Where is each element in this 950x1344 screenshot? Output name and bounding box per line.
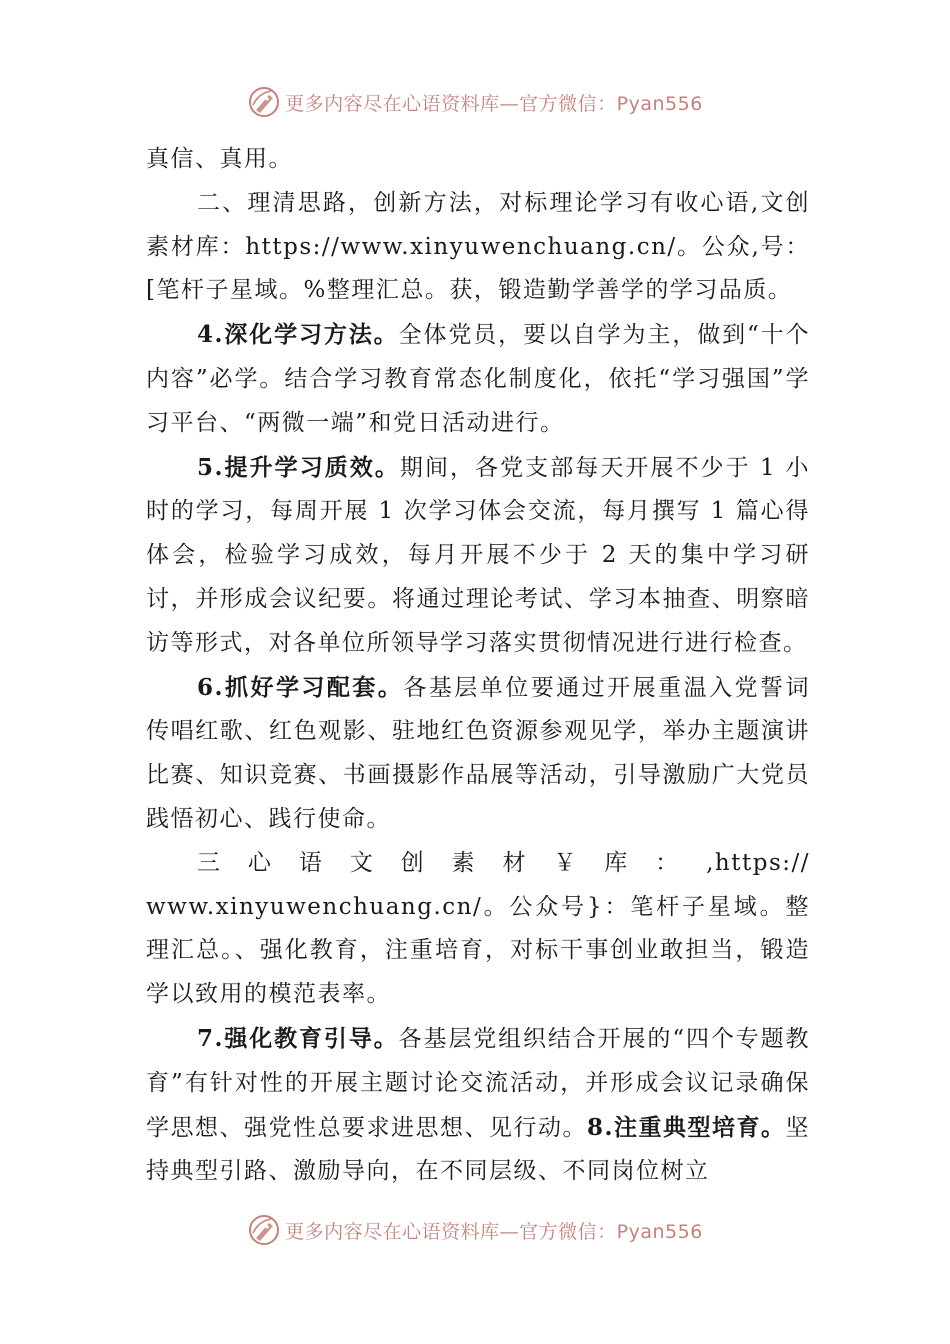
pen-nib-logo-icon [247, 1213, 281, 1247]
section-heading: 5.提升学习质效。 [197, 453, 400, 481]
document-body [146, 138, 810, 1194]
pen-nib-logo-icon [247, 85, 281, 119]
paragraph: 6.抓好学习配套。各基层单位要通过开展重温入党誓词传唱红歌、红色观影、驻地红色资源参观见学，举办主题演讲比赛、知识竞赛、书画摄影作品展等活动，引导激励广大党员践悟初心、践行使命。 [146, 673, 811, 832]
paragraph: 三心语文创素材￥库：,https://www.xinyuwenchuang.cn/。公众号}：笔杆子星域。整理汇总。、强化教育，注重培育，对标干事创业敢担当，锻造学以致用的模范表率。 [146, 849, 810, 1008]
paragraph: 7.强化教育引导。各基层党组织结合开展的“四个专题教育”有针对性的开展主题讨论交流活动，并形成会议记录确保学思想、强党性总要求进思想、见行动。8.注重典型培育。坚持典型引路、激励导向，在不同层级、不同岗位树立 [146, 1024, 811, 1185]
paragraph: 二、理清思路，创新方法，对标理论学习有收心语,文创素材库：https://www.xinyuwenchuang.cn/。公众,号：[笔杆子星域。%整理汇总。获，锻造勤学善学的学习品质。 [146, 189, 810, 304]
watermark-banner-bottom [0, 1210, 950, 1250]
section-heading: 4.深化学习方法。 [197, 321, 399, 349]
watermark-text: 更多内容尽在心语资料库—官方微信：Pyan556 [285, 92, 703, 115]
wechat-id: Pyan556 [616, 1220, 703, 1243]
paragraph: 5.提升学习质效。期间，各党支部每天开展不少于 1 小时的学习，每周开展 1 次学习体会交流，每月撰写 1 篇心得体会，检验学习成效，每月开展不少于 2 天的集中学习研讨，并形成会议纪要。将通过理论考试、学习本抽查、明察暗访等形式，对各单位所领导学习落实贯彻情况进行进行检查。 [146, 453, 810, 656]
section-heading: 8.注重典型培育。 [587, 1113, 786, 1141]
wechat-id: Pyan556 [616, 92, 703, 115]
section-heading: 6.抓好学习配套。 [197, 673, 404, 701]
paragraph: 4.深化学习方法。全体党员，要以自学为主，做到“十个内容”必学。结合学习教育常态化制度化，依托“学习强国”学习平台、“两微一端”和党日活动进行。 [146, 321, 810, 436]
section-heading: 7.强化教育引导。 [197, 1024, 399, 1052]
paragraph: 真信、真用。 [146, 146, 293, 172]
watermark-banner-top [0, 82, 950, 122]
watermark-text: 更多内容尽在心语资料库—官方微信：Pyan556 [285, 1220, 703, 1243]
